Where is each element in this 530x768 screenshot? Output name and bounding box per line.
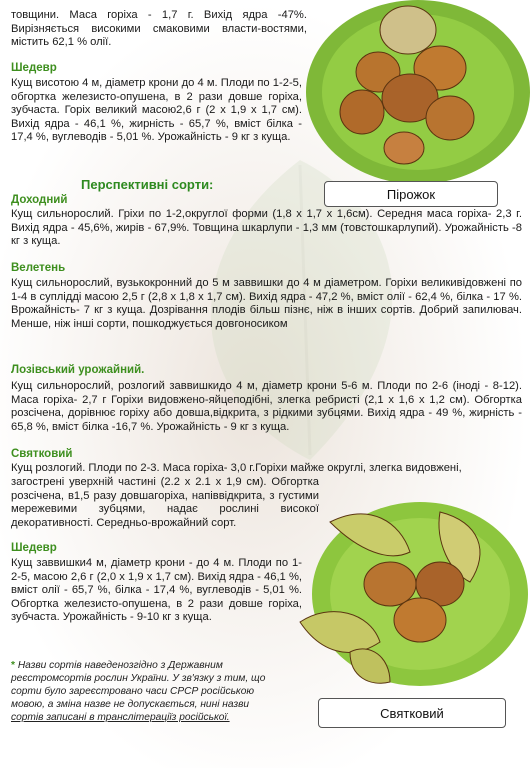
- hazelnut-plate-sviatkovyi-icon: [290, 492, 530, 697]
- heading-veleten: Велетень: [11, 262, 66, 274]
- footnote-part3: сортів записані в транслітераціїз російської.: [11, 712, 230, 723]
- paragraph-veleten: Кущ сильнорослий, вузькокронний до 5 м заввишки до 4 м діаметром. Горіхи великивідовжені по 1-4 в суплідді масою 2,5 г (2,8 х 1,8 х 1,7 см). Вихід ядра - 47,2 %, вміст олії - 62,4 %, білка - 17 %. Врожайність- 7 кг з куща. Дозрівання плодів більш пізнє, ніж в інших сортів. Добрий запилювач. Менше, ніж інші сорти, пошкоджується довгоносиком: [11, 277, 522, 330]
- footnote-star: *: [11, 660, 15, 671]
- heading-dokhodnyi: Доходний: [11, 194, 68, 206]
- heading-shedevr-bottom: Шедевр: [11, 542, 57, 554]
- paragraph-dokhodnyi: Кущ сильнорослий. Гріхи по 1-2,округлої форми (1,8 х 1,7 х 1,6см). Середня маса горіха- 2,3 г. Вихід ядра - 45,6%, жирів - 67,9%. Товщина шкарлупи - 1,3 мм (товстошкарлупий). Урожайність -8 кг з куща.: [11, 208, 522, 248]
- heading-sviatkovyi: Святковий: [11, 448, 73, 460]
- hazelnut-plate-pirozhok-icon: [300, 0, 530, 185]
- paragraph-lozivskyi: Кущ сильнорослий, розлогий заввишкидо 4 м, діаметр крони 5-6 м. Плоди по 2-6 (іноді - 8-12). Маса горіха- 2,7 г Горіхи видовжено-яйцеподібні, злегка ребристі (2,1 х 1,6 х 1,2 см). Обгортка розсічена, дорівнює горіху або довша,відкрита, з рідкими зубцями. Вихід ядра - 49 %, жирність - 65,8 %, вміст білка -16,7 %. Урожайність - 9 кг з куща.: [11, 380, 522, 433]
- perspective-title: Перспективні сорти:: [81, 177, 214, 192]
- paragraph-sviatkovyi-line1: Кущ розлогий. Плоди по 2-3. Маса горіха- 3,0 г.Горіхи майже округлі, злегка видовжені,: [11, 462, 462, 474]
- footnote-part2: У зв'язку з тим, що сорти було зареєстровано часи СРСР російською мовою, а зміна назве не допускається, нині назви: [11, 673, 266, 710]
- heading-shedevr-top: Шедевр: [11, 62, 57, 74]
- paragraph-sviatkovyi: загострені уверхній частині (2.2 х 2.1 х 1,9 см). Обгортка розсічена, в1,5 разу довшагоріха, напіввідкрита, з густими мережевими зубцями, надає рослині високої декоративності. Середньо-врожайний сорт.: [11, 476, 319, 529]
- variety-label-sviatkovyi: Святковий: [318, 698, 506, 728]
- paragraph-shedevr-bottom: Кущ заввишки4 м, діаметр крони - до 4 м. Плоди по 1-2-5, масою 2,6 г (2,0 х 1,9 х 1,7 см). Вихід ядра - 46,1 %, вміст олії - 65,7 %, білка - 17,4 %, вуглеводів - 5,01 %. Обгортка железисто-опушена, в 2 рази довше горіха, зубчаста. Урожайність - 9-10 кг з куща.: [11, 557, 302, 624]
- footnote-part1: Назви сортів наведенозгідно з Державним реєстромсортів рослин України.: [11, 660, 223, 684]
- footnote: [11, 659, 283, 724]
- heading-lozivskyi: Лозівський урожайний.: [11, 364, 145, 376]
- intro-paragraph: товщини. Маса горіха - 1,7 г. Вихід ядра -47%. Вирізняється високими смаковими власти-востями, містить 62,1 % олії.: [11, 9, 307, 49]
- paragraph-shedevr-top: Кущ висотою 4 м, діаметр крони до 4 м. Плоди по 1-2-5, обгортка железисто-опушена, в 2 рази довше горіха, зубчаста. Горіх великий масою2,6 г (2 х 1,9 х 1,7 см). Вихід ядра - 46,1 %, жирність - 65,7 %, вміст білка - 17,4 %, вуглеводів - 5,01 %. Урожайність - 9 кг з куща.: [11, 77, 302, 144]
- variety-label-pirozhok: Пірожок: [324, 181, 498, 207]
